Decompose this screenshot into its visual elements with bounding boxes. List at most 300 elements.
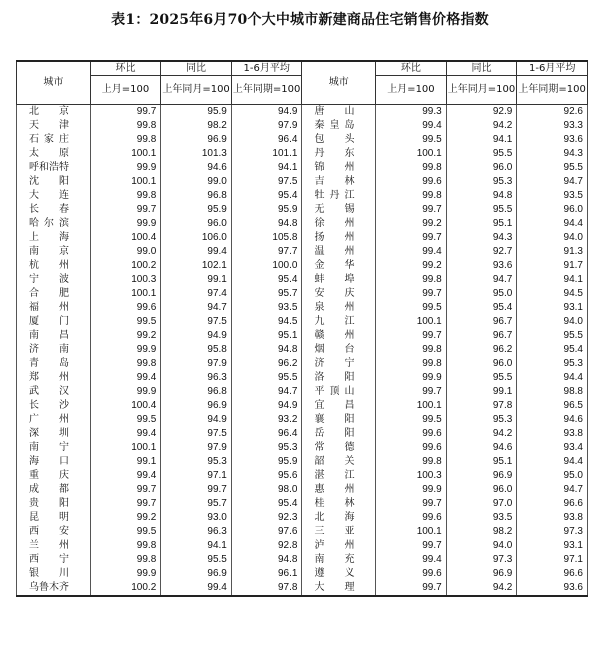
table-row <box>17 357 588 371</box>
left-mom-value: 99.8 <box>90 553 161 567</box>
right-mom-value: 99.7 <box>376 385 447 399</box>
right-city-name: 岳阳 <box>302 427 376 441</box>
right-yoy-value: 96.0 <box>446 483 517 497</box>
left-avg-value: 97.5 <box>231 175 302 189</box>
table-row <box>17 343 588 357</box>
left-city-name: 上海 <box>17 231 91 245</box>
table-row <box>17 189 588 203</box>
right-city-name: 唐山 <box>302 105 376 120</box>
table-row <box>17 385 588 399</box>
right-yoy-value: 95.1 <box>446 455 517 469</box>
right-avg-value: 91.3 <box>517 245 588 259</box>
right-avg-value: 94.7 <box>517 175 588 189</box>
left-city-name: 广州 <box>17 413 91 427</box>
left-avg-value: 95.4 <box>231 273 302 287</box>
right-yoy-value: 97.0 <box>446 497 517 511</box>
left-avg-value: 95.1 <box>231 329 302 343</box>
right-yoy-value: 95.5 <box>446 147 517 161</box>
right-avg-value: 96.6 <box>517 497 588 511</box>
table-row <box>17 469 588 483</box>
left-city-name: 大连 <box>17 189 91 203</box>
left-yoy-value: 96.0 <box>161 217 232 231</box>
left-city-name: 杭州 <box>17 259 91 273</box>
left-yoy-value: 96.9 <box>161 133 232 147</box>
right-mom-value: 99.6 <box>376 511 447 525</box>
left-avg-value: 100.0 <box>231 259 302 273</box>
right-mom-value: 99.4 <box>376 119 447 133</box>
header-mom-right: 环比 <box>376 61 447 76</box>
right-avg-value: 96.6 <box>517 567 588 581</box>
left-avg-value: 94.8 <box>231 343 302 357</box>
right-avg-value: 93.5 <box>517 189 588 203</box>
left-yoy-value: 94.9 <box>161 329 232 343</box>
right-mom-value: 100.1 <box>376 315 447 329</box>
left-avg-value: 96.1 <box>231 567 302 581</box>
right-mom-value: 99.7 <box>376 203 447 217</box>
right-yoy-value: 94.0 <box>446 539 517 553</box>
left-avg-value: 94.7 <box>231 385 302 399</box>
right-city-name: 北海 <box>302 511 376 525</box>
left-mom-value: 99.4 <box>90 469 161 483</box>
table-row <box>17 175 588 189</box>
right-mom-value: 99.8 <box>376 189 447 203</box>
right-city-name: 安庆 <box>302 287 376 301</box>
left-yoy-value: 94.9 <box>161 413 232 427</box>
left-mom-value: 100.2 <box>90 259 161 273</box>
left-avg-value: 94.1 <box>231 161 302 175</box>
table-row <box>17 231 588 245</box>
left-yoy-value: 93.0 <box>161 511 232 525</box>
right-mom-value: 99.7 <box>376 581 447 596</box>
left-mom-value: 99.9 <box>90 343 161 357</box>
table-row <box>17 371 588 385</box>
left-avg-value: 95.6 <box>231 469 302 483</box>
right-yoy-value: 96.2 <box>446 343 517 357</box>
table-row <box>17 539 588 553</box>
right-avg-value: 96.0 <box>517 203 588 217</box>
left-yoy-value: 99.7 <box>161 483 232 497</box>
left-avg-value: 92.3 <box>231 511 302 525</box>
right-mom-value: 99.2 <box>376 259 447 273</box>
header-avg-base-left: 上年同期=100 <box>231 76 302 105</box>
left-mom-value: 100.4 <box>90 231 161 245</box>
header-mom-left: 环比 <box>90 61 161 76</box>
header-mom-base-right: 上月=100 <box>376 76 447 105</box>
left-yoy-value: 96.8 <box>161 189 232 203</box>
right-city-name: 桂林 <box>302 497 376 511</box>
table-row <box>17 105 588 120</box>
left-mom-value: 99.7 <box>90 497 161 511</box>
left-city-name: 乌鲁木齐 <box>17 581 91 596</box>
header-avg-right: 1-6月平均 <box>517 61 588 76</box>
right-city-name: 韶关 <box>302 455 376 469</box>
left-yoy-value: 95.9 <box>161 203 232 217</box>
right-mom-value: 99.4 <box>376 245 447 259</box>
left-yoy-value: 96.9 <box>161 567 232 581</box>
right-avg-value: 93.1 <box>517 539 588 553</box>
left-city-name: 哈尔滨 <box>17 217 91 231</box>
left-yoy-value: 99.0 <box>161 175 232 189</box>
left-mom-value: 99.9 <box>90 385 161 399</box>
left-avg-value: 95.4 <box>231 497 302 511</box>
left-mom-value: 99.9 <box>90 161 161 175</box>
right-yoy-value: 94.8 <box>446 189 517 203</box>
left-city-name: 武汉 <box>17 385 91 399</box>
right-avg-value: 94.4 <box>517 217 588 231</box>
right-yoy-value: 94.2 <box>446 427 517 441</box>
table-row <box>17 301 588 315</box>
left-avg-value: 97.6 <box>231 525 302 539</box>
right-avg-value: 92.6 <box>517 105 588 120</box>
left-avg-value: 94.8 <box>231 217 302 231</box>
table-row <box>17 581 588 596</box>
table-row <box>17 203 588 217</box>
left-yoy-value: 96.8 <box>161 385 232 399</box>
left-avg-value: 92.8 <box>231 539 302 553</box>
left-avg-value: 95.9 <box>231 455 302 469</box>
left-yoy-value: 106.0 <box>161 231 232 245</box>
table-row <box>17 441 588 455</box>
left-yoy-value: 101.3 <box>161 147 232 161</box>
right-yoy-value: 92.9 <box>446 105 517 120</box>
right-yoy-value: 96.0 <box>446 161 517 175</box>
right-city-name: 蚌埠 <box>302 273 376 287</box>
header-yoy-right: 同比 <box>446 61 517 76</box>
right-city-name: 湛江 <box>302 469 376 483</box>
right-yoy-value: 96.9 <box>446 469 517 483</box>
right-city-name: 牡丹江 <box>302 189 376 203</box>
left-avg-value: 95.7 <box>231 287 302 301</box>
right-mom-value: 99.6 <box>376 427 447 441</box>
right-mom-value: 99.5 <box>376 301 447 315</box>
right-avg-value: 93.3 <box>517 119 588 133</box>
header-city-left: 城市 <box>17 61 91 105</box>
table-row <box>17 567 588 581</box>
right-mom-value: 99.6 <box>376 175 447 189</box>
right-city-name: 烟台 <box>302 343 376 357</box>
left-city-name: 天津 <box>17 119 91 133</box>
right-city-name: 包头 <box>302 133 376 147</box>
left-city-name: 太原 <box>17 147 91 161</box>
right-city-name: 三亚 <box>302 525 376 539</box>
right-yoy-value: 96.0 <box>446 357 517 371</box>
right-city-name: 吉林 <box>302 175 376 189</box>
right-yoy-value: 95.0 <box>446 287 517 301</box>
right-avg-value: 93.8 <box>517 511 588 525</box>
left-yoy-value: 95.7 <box>161 497 232 511</box>
right-yoy-value: 94.2 <box>446 581 517 596</box>
left-yoy-value: 94.6 <box>161 161 232 175</box>
left-city-name: 宁波 <box>17 273 91 287</box>
left-city-name: 银川 <box>17 567 91 581</box>
left-yoy-value: 99.4 <box>161 245 232 259</box>
table-row <box>17 133 588 147</box>
right-avg-value: 95.5 <box>517 329 588 343</box>
table-title: 表1：2025年6月70个大中城市新建商品住宅销售价格指数 <box>111 12 489 28</box>
left-yoy-value: 95.9 <box>161 105 232 120</box>
table-row <box>17 497 588 511</box>
right-avg-value: 94.7 <box>517 483 588 497</box>
right-avg-value: 93.1 <box>517 301 588 315</box>
table-row <box>17 329 588 343</box>
left-avg-value: 97.7 <box>231 245 302 259</box>
left-yoy-value: 95.8 <box>161 343 232 357</box>
right-city-name: 赣州 <box>302 329 376 343</box>
header-yoy-left: 同比 <box>161 61 232 76</box>
header-yoy-base-right: 上年同月=100 <box>446 76 517 105</box>
left-mom-value: 99.9 <box>90 217 161 231</box>
right-mom-value: 99.7 <box>376 539 447 553</box>
right-avg-value: 94.4 <box>517 371 588 385</box>
right-city-name: 丹东 <box>302 147 376 161</box>
right-avg-value: 96.5 <box>517 399 588 413</box>
table-row <box>17 161 588 175</box>
right-mom-value: 99.6 <box>376 567 447 581</box>
right-mom-value: 99.8 <box>376 455 447 469</box>
left-avg-value: 93.5 <box>231 301 302 315</box>
right-mom-value: 99.2 <box>376 217 447 231</box>
right-avg-value: 94.3 <box>517 147 588 161</box>
header-yoy-base-left: 上年同月=100 <box>161 76 232 105</box>
left-avg-value: 95.9 <box>231 203 302 217</box>
right-mom-value: 99.7 <box>376 287 447 301</box>
left-mom-value: 99.5 <box>90 315 161 329</box>
left-city-name: 合肥 <box>17 287 91 301</box>
left-city-name: 南昌 <box>17 329 91 343</box>
table-row <box>17 273 588 287</box>
right-yoy-value: 93.5 <box>446 511 517 525</box>
left-yoy-value: 97.9 <box>161 357 232 371</box>
right-mom-value: 99.9 <box>376 483 447 497</box>
right-avg-value: 97.1 <box>517 553 588 567</box>
table-row <box>17 553 588 567</box>
right-city-name: 金华 <box>302 259 376 273</box>
right-city-name: 泸州 <box>302 539 376 553</box>
left-city-name: 西安 <box>17 525 91 539</box>
left-mom-value: 99.8 <box>90 189 161 203</box>
left-city-name: 青岛 <box>17 357 91 371</box>
left-city-name: 济南 <box>17 343 91 357</box>
left-avg-value: 96.2 <box>231 357 302 371</box>
table-row <box>17 525 588 539</box>
table-row <box>17 483 588 497</box>
left-avg-value: 95.3 <box>231 441 302 455</box>
table-row <box>17 455 588 469</box>
right-yoy-value: 95.3 <box>446 413 517 427</box>
left-city-name: 郑州 <box>17 371 91 385</box>
left-city-name: 成都 <box>17 483 91 497</box>
left-mom-value: 100.1 <box>90 175 161 189</box>
left-mom-value: 99.7 <box>90 203 161 217</box>
left-city-name: 南宁 <box>17 441 91 455</box>
left-mom-value: 100.2 <box>90 581 161 596</box>
right-yoy-value: 97.3 <box>446 553 517 567</box>
left-mom-value: 99.5 <box>90 413 161 427</box>
table-row <box>17 287 588 301</box>
left-yoy-value: 97.4 <box>161 287 232 301</box>
left-city-name: 昆明 <box>17 511 91 525</box>
table-row <box>17 315 588 329</box>
right-city-name: 九江 <box>302 315 376 329</box>
left-city-name: 长沙 <box>17 399 91 413</box>
right-city-name: 宜昌 <box>302 399 376 413</box>
right-mom-value: 99.8 <box>376 273 447 287</box>
right-city-name: 洛阳 <box>302 371 376 385</box>
right-yoy-value: 92.7 <box>446 245 517 259</box>
right-city-name: 南充 <box>302 553 376 567</box>
left-yoy-value: 99.4 <box>161 581 232 596</box>
left-avg-value: 97.9 <box>231 119 302 133</box>
left-mom-value: 99.6 <box>90 301 161 315</box>
left-avg-value: 95.5 <box>231 371 302 385</box>
right-yoy-value: 93.6 <box>446 259 517 273</box>
right-city-name: 扬州 <box>302 231 376 245</box>
right-city-name: 无锡 <box>302 203 376 217</box>
right-yoy-value: 98.2 <box>446 525 517 539</box>
right-mom-value: 99.5 <box>376 413 447 427</box>
left-avg-value: 105.8 <box>231 231 302 245</box>
right-avg-value: 95.4 <box>517 343 588 357</box>
table-row <box>17 399 588 413</box>
right-yoy-value: 95.1 <box>446 217 517 231</box>
left-city-name: 南京 <box>17 245 91 259</box>
right-mom-value: 99.8 <box>376 343 447 357</box>
left-avg-value: 94.9 <box>231 399 302 413</box>
right-city-name: 锦州 <box>302 161 376 175</box>
left-yoy-value: 95.3 <box>161 455 232 469</box>
table-row <box>17 413 588 427</box>
right-yoy-value: 95.3 <box>446 175 517 189</box>
table-row <box>17 147 588 161</box>
right-city-name: 平顶山 <box>302 385 376 399</box>
right-mom-value: 99.6 <box>376 441 447 455</box>
right-yoy-value: 96.7 <box>446 329 517 343</box>
right-mom-value: 99.9 <box>376 371 447 385</box>
right-yoy-value: 99.1 <box>446 385 517 399</box>
left-avg-value: 101.1 <box>231 147 302 161</box>
left-yoy-value: 102.1 <box>161 259 232 273</box>
right-avg-value: 94.0 <box>517 231 588 245</box>
left-city-name: 北京 <box>17 105 91 120</box>
right-yoy-value: 94.7 <box>446 273 517 287</box>
right-avg-value: 98.8 <box>517 385 588 399</box>
left-mom-value: 99.7 <box>90 105 161 120</box>
left-avg-value: 95.4 <box>231 189 302 203</box>
header-mom-base-left: 上月=100 <box>90 76 161 105</box>
left-mom-value: 99.2 <box>90 511 161 525</box>
table-row <box>17 259 588 273</box>
left-yoy-value: 97.5 <box>161 315 232 329</box>
right-city-name: 常德 <box>302 441 376 455</box>
right-avg-value: 94.6 <box>517 413 588 427</box>
right-yoy-value: 95.4 <box>446 301 517 315</box>
right-yoy-value: 94.1 <box>446 133 517 147</box>
left-mom-value: 99.8 <box>90 119 161 133</box>
header-avg-base-right: 上年同期=100 <box>517 76 588 105</box>
left-mom-value: 100.4 <box>90 399 161 413</box>
left-mom-value: 99.5 <box>90 525 161 539</box>
right-avg-value: 93.4 <box>517 441 588 455</box>
right-avg-value: 97.3 <box>517 525 588 539</box>
left-city-name: 呼和浩特 <box>17 161 91 175</box>
header-avg-left: 1-6月平均 <box>231 61 302 76</box>
left-yoy-value: 96.3 <box>161 525 232 539</box>
right-city-name: 温州 <box>302 245 376 259</box>
left-yoy-value: 97.1 <box>161 469 232 483</box>
left-mom-value: 99.0 <box>90 245 161 259</box>
left-city-name: 兰州 <box>17 539 91 553</box>
left-city-name: 海口 <box>17 455 91 469</box>
right-yoy-value: 94.3 <box>446 231 517 245</box>
right-city-name: 秦皇岛 <box>302 119 376 133</box>
left-city-name: 福州 <box>17 301 91 315</box>
right-mom-value: 99.3 <box>376 105 447 120</box>
left-yoy-value: 95.5 <box>161 553 232 567</box>
left-yoy-value: 94.1 <box>161 539 232 553</box>
right-avg-value: 95.5 <box>517 161 588 175</box>
left-mom-value: 99.1 <box>90 455 161 469</box>
left-city-name: 西宁 <box>17 553 91 567</box>
right-city-name: 徐州 <box>302 217 376 231</box>
left-mom-value: 99.7 <box>90 483 161 497</box>
right-mom-value: 99.8 <box>376 161 447 175</box>
left-avg-value: 96.4 <box>231 427 302 441</box>
left-yoy-value: 97.5 <box>161 427 232 441</box>
header-city-right: 城市 <box>302 61 376 105</box>
left-city-name: 沈阳 <box>17 175 91 189</box>
table-row <box>17 511 588 525</box>
left-yoy-value: 94.7 <box>161 301 232 315</box>
left-mom-value: 100.1 <box>90 287 161 301</box>
right-city-name: 襄阳 <box>302 413 376 427</box>
left-avg-value: 94.9 <box>231 105 302 120</box>
right-yoy-value: 96.7 <box>446 315 517 329</box>
right-avg-value: 94.1 <box>517 273 588 287</box>
right-mom-value: 99.5 <box>376 133 447 147</box>
left-mom-value: 99.8 <box>90 539 161 553</box>
left-mom-value: 99.4 <box>90 427 161 441</box>
table-body <box>17 105 588 597</box>
left-city-name: 厦门 <box>17 315 91 329</box>
right-avg-value: 94.5 <box>517 287 588 301</box>
right-city-name: 大理 <box>302 581 376 596</box>
right-yoy-value: 94.2 <box>446 119 517 133</box>
left-avg-value: 96.4 <box>231 133 302 147</box>
right-mom-value: 100.1 <box>376 399 447 413</box>
left-avg-value: 94.5 <box>231 315 302 329</box>
right-city-name: 济宁 <box>302 357 376 371</box>
left-mom-value: 99.8 <box>90 133 161 147</box>
left-mom-value: 100.3 <box>90 273 161 287</box>
table-row <box>17 245 588 259</box>
right-yoy-value: 97.8 <box>446 399 517 413</box>
right-mom-value: 99.7 <box>376 231 447 245</box>
right-avg-value: 93.8 <box>517 427 588 441</box>
right-avg-value: 91.7 <box>517 259 588 273</box>
left-mom-value: 99.4 <box>90 371 161 385</box>
left-city-name: 贵阳 <box>17 497 91 511</box>
left-avg-value: 94.8 <box>231 553 302 567</box>
left-mom-value: 99.2 <box>90 329 161 343</box>
left-mom-value: 100.1 <box>90 441 161 455</box>
right-mom-value: 99.7 <box>376 329 447 343</box>
left-mom-value: 99.8 <box>90 357 161 371</box>
left-mom-value: 99.9 <box>90 567 161 581</box>
table-row <box>17 427 588 441</box>
left-city-name: 深圳 <box>17 427 91 441</box>
left-avg-value: 93.2 <box>231 413 302 427</box>
right-yoy-value: 95.5 <box>446 371 517 385</box>
